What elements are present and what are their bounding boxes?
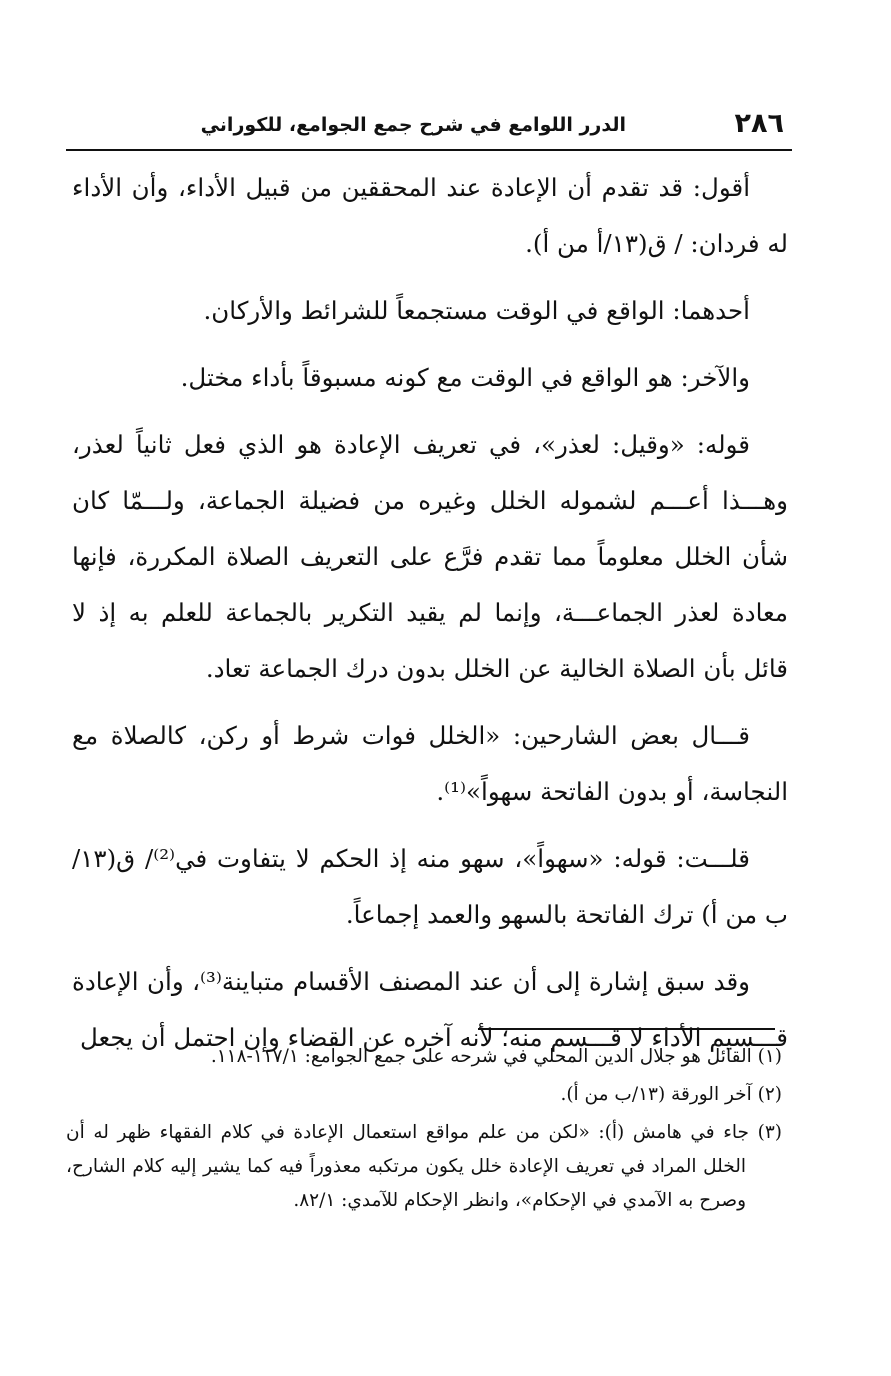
page-number: ٢٨٦ [734,108,784,139]
page-header [64,106,792,146]
footnotes [66,1040,782,1222]
paragraph-qawluhu-li-udhr: قوله: «وقيل: لعذر»، في تعريف الإعادة هو الذي فعل ثانياً لعذر، وهـــذا أعـــم لشموله الخلل وغيره من فضيلة الجماعة، ولـــمّا كان شأن الخلل معلوماً مما تقدم فرَّع على التعريف الصلاة المكررة، فإنها معادة لعذر الجماعـــة، وإنما لم يقيد التكرير بالجماعة للعلم به إذ لا قائل بأن الصلاة الخالية عن الخلل بدون درك الجماعة تعاد. [72,430,788,683]
paragraph-qala-bad-al-sharihin: قـــال بعض الشارحين: «الخلل فوات شرط أو ركن، كالصلاة مع النجاسة، أو بدون الفاتحة سهواً»⁽¹⁾. [72,721,788,806]
footnote-1: (١) القائل هو جلال الدين المحلي في شرحه على جمع الجوامع: ١١٧/١-١١٨. [210,1046,782,1067]
paragraph-qultu: قلـــت: قوله: «سهواً»، سهو منه إذ الحكم لا يتفاوت في⁽²⁾/ ق(١٣/ب من أ) ترك الفاتحة بالسهو والعمد إجماعاً. [72,844,788,929]
paragraph-ahaduhuma: أحدهما: الواقع في الوقت مستجمعاً للشرائط والأركان. [203,296,750,325]
footnote-3: (٣) جاء في هامش (أ): «لكن من علم مواقع استعمال الإعادة في كلام الفقهاء ظهر له أن الخلل المراد في تعريف الإعادة خلل يكون مرتكبه معذوراً فيه كما يشير إليه كلام الشارح، وصرح به الآمدي في الإحكام»، وانظر الإحكام للآمدي: ٨٢/١. [66,1122,782,1211]
paragraph-al-akhar: والآخر: هو الواقع في الوقت مع كونه مسبوقاً بأداء مختل. [180,363,750,392]
main-text [72,160,788,1077]
running-title: الدرر اللوامع في شرح جمع الجوامع، للكوراني [200,114,626,136]
header-rule [66,149,792,151]
footnote-separator [478,1028,775,1030]
paragraph-aqul: أقول: قد تقدم أن الإعادة عند المحققين من قبيل الأداء، وأن الأداء له فردان: / ق(١٣/أ من أ). [72,173,788,258]
footnote-2: (٢) آخر الورقة (١٣/ب من أ). [560,1084,782,1105]
paragraph-wa-qad-sabaqa: وقد سبق إشارة إلى أن عند المصنف الأقسام متباينة⁽³⁾، وأن الإعادة قـــسيم الأداء لا قـــسم منه؛ لأنه آخره عن القضاء وإن احتمل أن يجعل [72,967,788,1052]
